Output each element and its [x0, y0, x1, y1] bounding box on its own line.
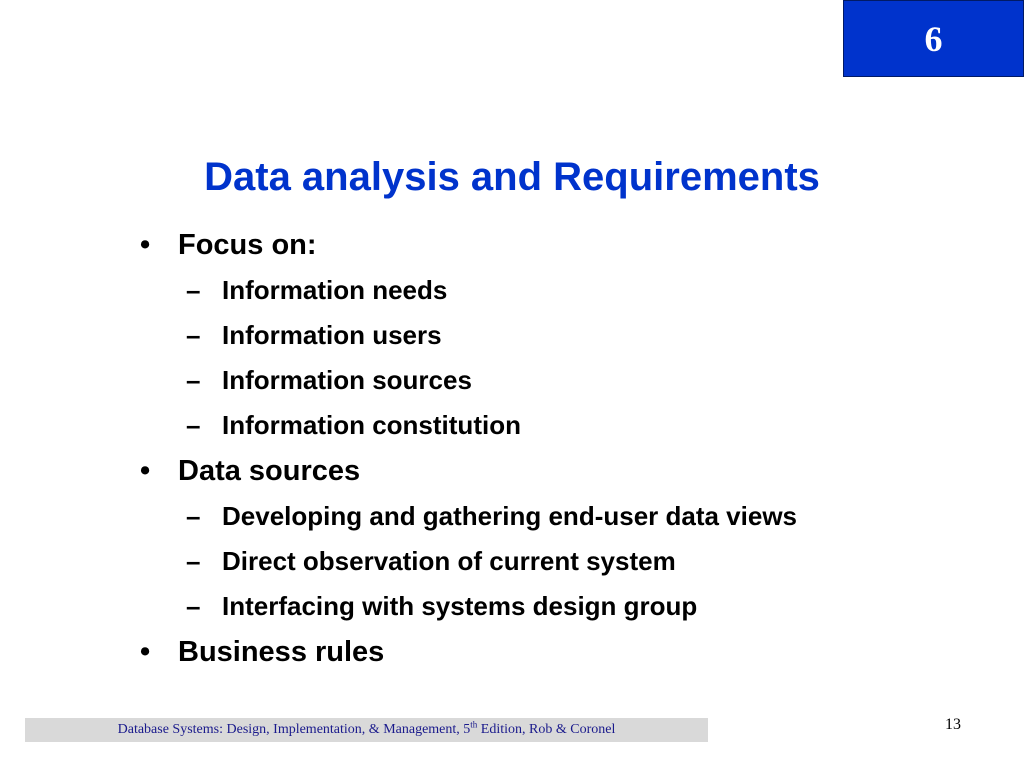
footer-prefix: Database Systems: Design, Implementation, & Management, 5: [117, 722, 471, 737]
sub-item: [140, 403, 1004, 448]
bullet-text: Focus on:: [178, 229, 317, 261]
slide-title: Data analysis and Requirements: [204, 155, 820, 199]
footer-text: [117, 719, 616, 738]
dash-marker: –: [186, 591, 201, 621]
bullet-item: [140, 222, 1004, 268]
sub-item-text: Information needs: [222, 275, 448, 305]
sub-item-text: Information constitution: [222, 410, 521, 440]
sub-item-text: Interfacing with systems design group: [222, 591, 698, 621]
dash-marker: –: [186, 275, 201, 305]
sub-item-text: Developing and gathering end-user data views: [222, 501, 798, 531]
sub-item-text: Information sources: [222, 365, 472, 395]
sub-item: [140, 313, 1004, 358]
bullet-marker: •: [140, 636, 151, 668]
sub-item-text: Information users: [222, 320, 442, 350]
sub-item: [140, 268, 1004, 313]
dash-marker: –: [186, 546, 201, 576]
dash-marker: –: [186, 320, 201, 350]
footer-citation: [25, 718, 708, 742]
footer-superscript: th: [470, 719, 478, 730]
bullet-marker: •: [140, 455, 151, 487]
bullet-item: [140, 448, 1004, 494]
dash-marker: –: [186, 410, 201, 440]
page-number: 13: [945, 716, 961, 733]
bullet-text: Business rules: [178, 636, 385, 668]
dash-marker: –: [186, 365, 201, 395]
bullet-item: [140, 629, 1004, 675]
bullet-marker: •: [140, 229, 151, 261]
sub-item: [140, 584, 1004, 629]
sub-item: [140, 539, 1004, 584]
bullet-text: Data sources: [178, 455, 361, 487]
chapter-badge: [843, 0, 1024, 77]
sub-item: [140, 494, 1004, 539]
chapter-number: 6: [924, 18, 943, 59]
dash-marker: –: [186, 501, 201, 531]
sub-item: [140, 358, 1004, 403]
footer-suffix: Edition, Rob & Coronel: [477, 722, 616, 737]
bullet-list: [140, 222, 1004, 675]
sub-item-text: Direct observation of current system: [222, 546, 676, 576]
